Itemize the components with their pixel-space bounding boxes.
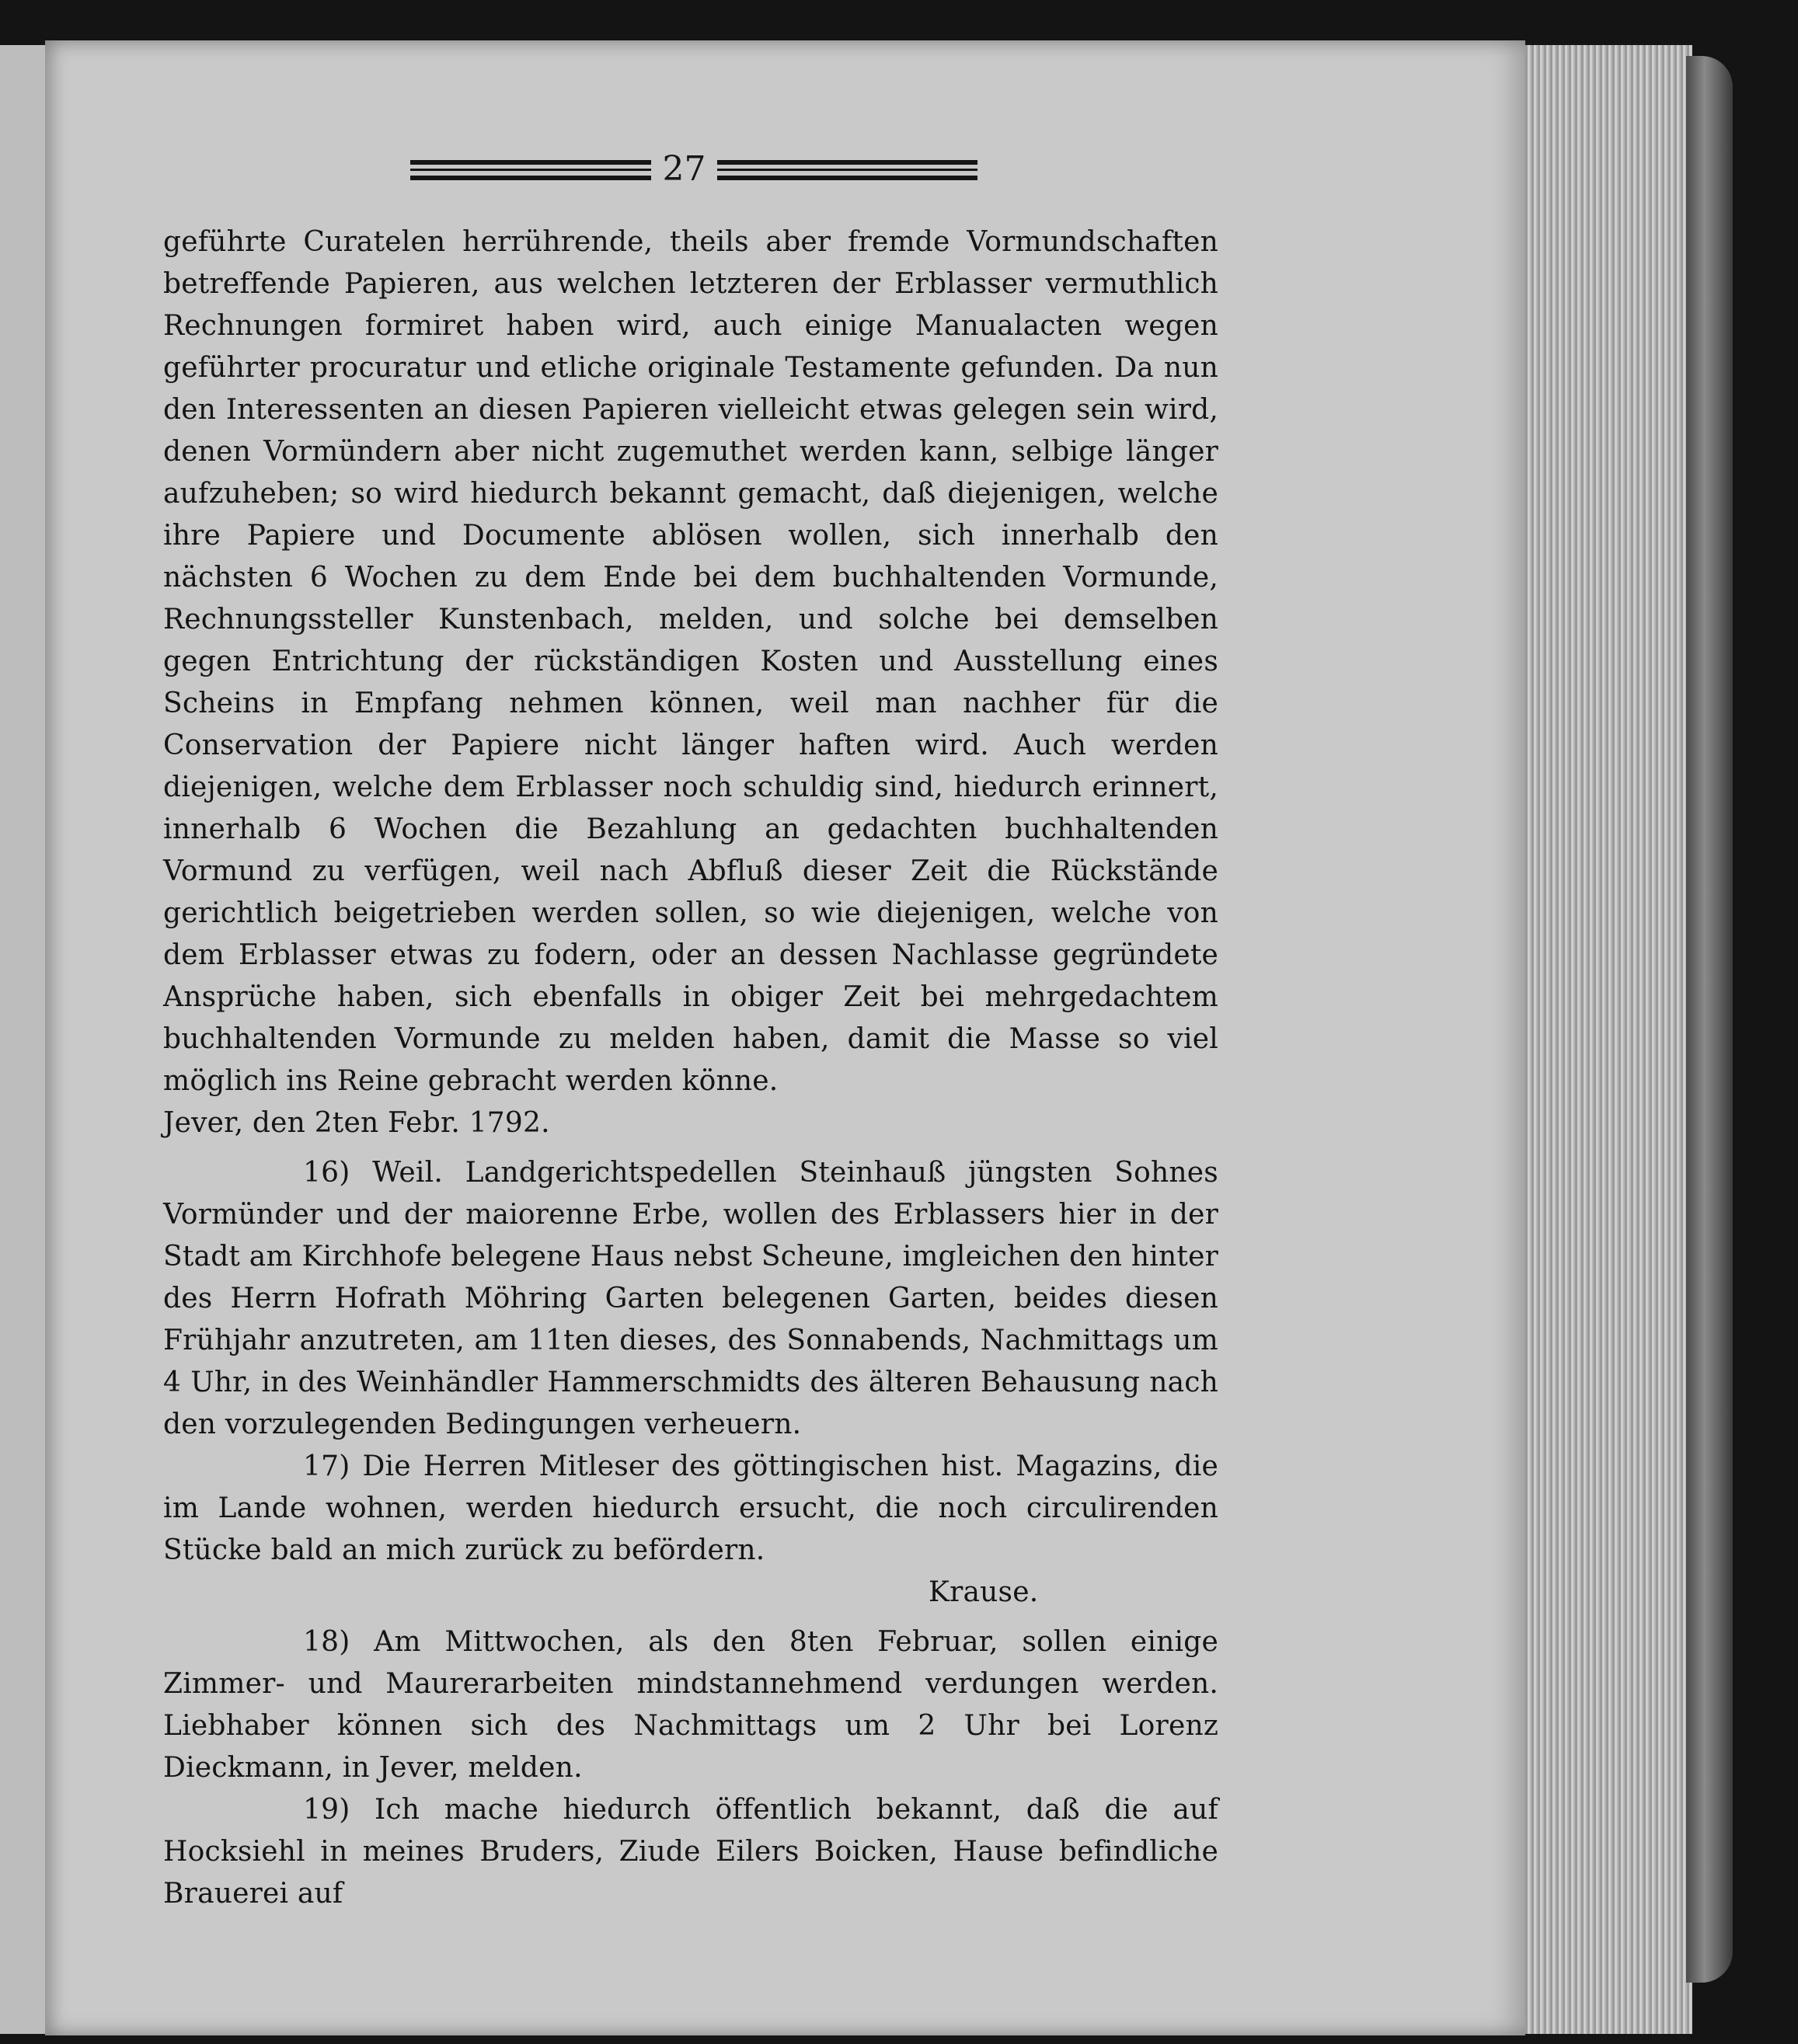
notice-17: 17) Die Herren Mitleser des göttingischen hist. Magazins, die im Lande wohnen, werden hiedurch ersucht, die noch circulirenden Stücke bald an mich zurück zu befördern. xyxy=(163,1450,1218,1566)
notice-19: 19) Ich mache hiedurch öffentlich bekannt, daß die auf Hocksiehl in meines Bruders, Ziude Eilers Boicken, Hause befindliche Brauerei auf xyxy=(163,1794,1218,1910)
dateline: Jever, den 2ten Febr. 1792. xyxy=(163,1107,550,1139)
book-cover-edge xyxy=(1686,56,1733,1983)
page-header xyxy=(410,149,977,191)
signature-krause: Krause. xyxy=(929,1576,1039,1608)
page-number: 27 xyxy=(662,149,706,189)
facing-page-edge xyxy=(0,45,47,2034)
book-fore-edge xyxy=(1525,45,1692,2034)
page-body xyxy=(163,221,1218,1915)
header-rule-left xyxy=(410,160,651,180)
notice-16: 16) Weil. Landgerichtspedellen Steinhauß jüngsten Sohnes Vormünder und der maiorenne Erbe, wollen des Erblassers hier in der Stadt am Kirchhofe belegene Haus nebst Scheune, imgleichen den hinter des Herrn Hofrath Möhring Garten belegenen Garten, beides diesen Frühjahr anzutreten, am 11ten dieses, des Sonnabends, Nachmittags um 4 Uhr, in des Weinhändler Hammerschmidts des älteren Behausung nach den vorzulegenden Bedingungen verheuern. xyxy=(163,1157,1218,1440)
header-rule-right xyxy=(717,160,977,180)
paragraph-continued-notice: geführte Curatelen herrührende, theils aber fremde Vormundschaften betreffende Papieren, aus welchen letzteren der Erblasser vermuthlich Rechnungen formiret haben wird, auch einige Manualacten wegen geführter procuratur und etliche originale Testamente gefunden. Da nun den Interessenten an diesen Papieren vielleicht etwas gelegen sein wird, denen Vormündern aber nicht zugemuthet werden kann, selbige länger aufzuheben; so wird hiedurch bekannt gemacht, daß diejenigen, welche ihre Papiere und Documente ablösen wollen, sich innerhalb den nächsten 6 Wochen zu dem Ende bei dem buchhaltenden Vormunde, Rechnungssteller Kunstenbach, melden, und solche bei demselben gegen Entrichtung der rückständigen Kosten und Ausstellung eines Scheins in Empfang nehmen können, weil man nachher für die Conservation der Papiere nicht länger haften wird. Auch werden diejenigen, welche dem Erblasser noch schuldig sind, hiedurch erinnert, innerhalb 6 Wochen die Bezahlung an gedachten buchhaltenden Vormund zu verfügen, weil nach Abfluß dieser Zeit die Rückstände gerichtlich beigetrieben werden sollen, so wie diejenigen, welche von dem Erblasser etwas zu fodern, oder an dessen Nachlasse gegründete Ansprüche haben, sich ebenfalls in obiger Zeit bei mehrgedachtem buchhaltenden Vormunde zu melden haben, damit die Masse so viel möglich ins Reine gebracht werden könne. xyxy=(163,226,1218,1097)
notice-18: 18) Am Mittwochen, als den 8ten Februar, sollen einige Zimmer- und Maurerarbeiten mindstannehmend verdungen werden. Liebhaber können sich des Nachmittags um 2 Uhr bei Lorenz Dieckmann, in Jever, melden. xyxy=(163,1626,1218,1784)
